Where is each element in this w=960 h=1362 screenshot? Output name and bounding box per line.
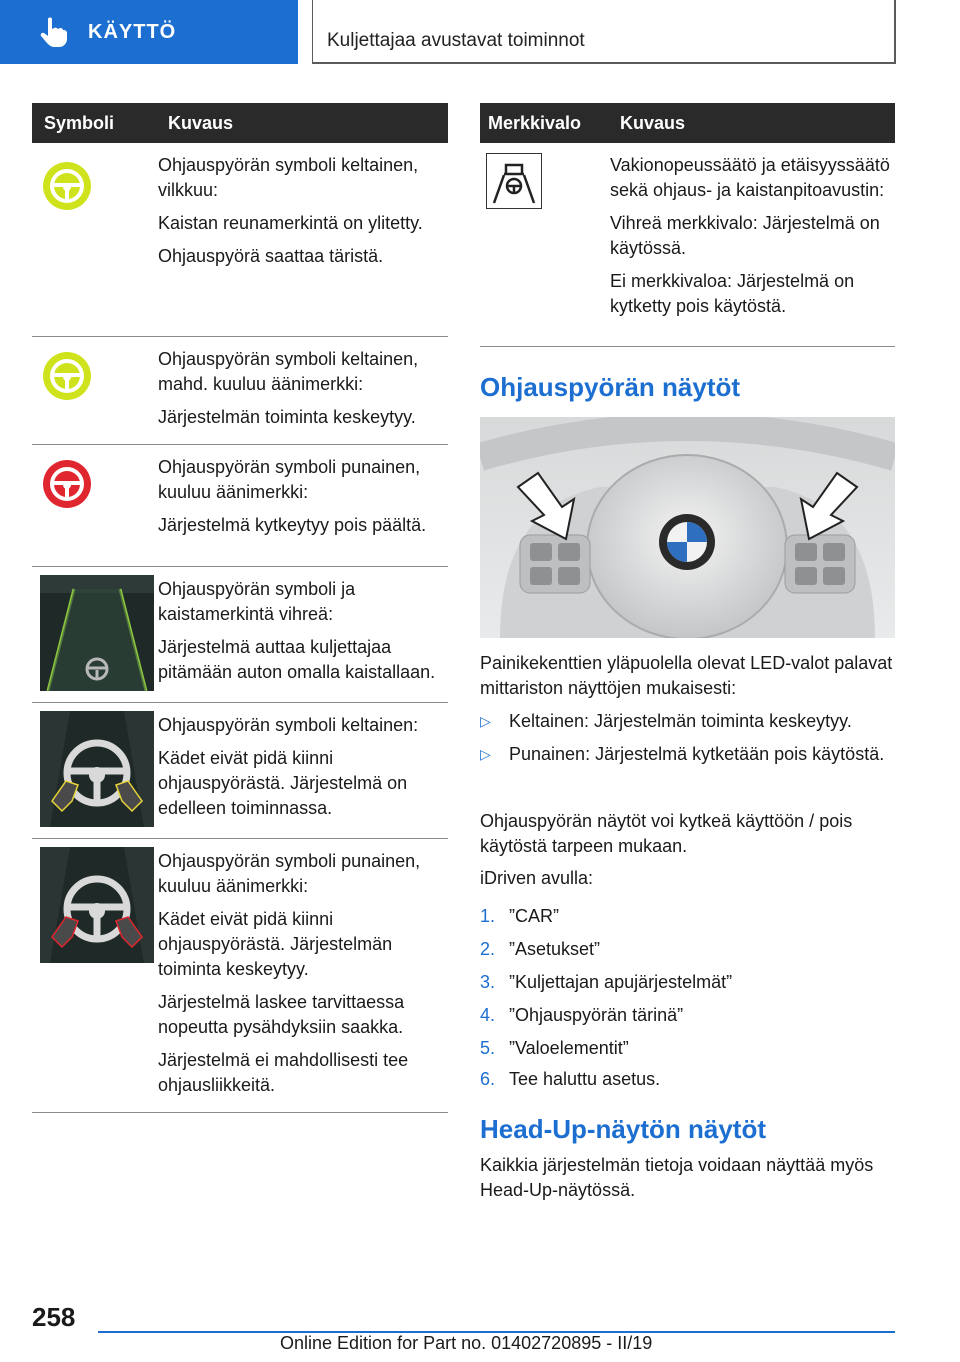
steering-wheel-photo: [480, 417, 895, 638]
table-row: [480, 143, 895, 346]
hand-pointer-icon: [36, 15, 70, 49]
row-text: Järjestelmä auttaa kuljettajaa pitämään auton omalla kaistallaan.: [158, 636, 436, 682]
table-row: [32, 143, 448, 336]
table-row: [32, 702, 448, 838]
row-text: Ohjauspyörän symboli keltainen:: [158, 714, 419, 735]
row-text: Ohjauspyörän symboli keltainen, vilkkuu:: [158, 155, 419, 200]
row-text: Ohjauspyörän symboli punainen, kuuluu äänimerkki:: [158, 850, 421, 896]
row-text: Järjestelmän toiminta keskeytyy.: [158, 406, 416, 427]
row-text: Kädet eivät pidä kiinni ohjauspyörästä. Järjestelmä on edelleen toiminnassa.: [158, 747, 408, 818]
row-text: Ohjauspyörän symboli keltainen, mahd. kuuluu äänimerkki:: [158, 348, 419, 394]
row-text: Vihreä merkkivalo: Järjestelmä on käytössä.: [610, 213, 880, 258]
row-text: Järjestelmä ei mahdollisesti tee ohjausliikkeitä.: [158, 1049, 409, 1095]
triangle-bullet-icon: ▷: [480, 746, 491, 762]
col-header-description: Kuvaus: [608, 103, 895, 143]
row-text: Kaistan reunamerkintä on ylitetty.: [158, 213, 423, 233]
section-title: KÄYTTÖ: [88, 20, 177, 43]
chapter-header: [312, 0, 896, 64]
section-intro: Painikekenttien yläpuolella olevat LED-valot palavat mittariston näyttöjen mukaisesti:: [480, 653, 893, 698]
section-heading: Head-Up-näytön näytöt: [480, 1114, 766, 1144]
steering-wheel-yellow-icon: [42, 161, 92, 211]
footer-edition: Online Edition for Part no. 01402720895 - II/19: [280, 1333, 653, 1353]
page-number: 258: [32, 1302, 76, 1332]
row-text: Ohjauspyörä saattaa täristä.: [158, 246, 384, 266]
steering-wheel-yellow-icon: [42, 351, 92, 401]
col-header-symbol: Symboli: [32, 103, 156, 143]
paragraph: Kaikkia järjestelmän tietoja voidaan näyttää myös Head-Up-näytössä.: [480, 1155, 874, 1200]
table-row: [32, 838, 448, 1112]
symbol-table: [32, 103, 448, 1113]
row-text: Ei merkkivaloa: Järjestelmä on kytketty pois käytöstä.: [610, 271, 855, 316]
indicator-table: [480, 103, 895, 347]
table-row: [32, 336, 448, 444]
row-text: Vakionopeussäätö ja etäisyyssäätö sekä ohjaus- ja kaistanpitoavustin:: [610, 155, 890, 200]
hands-off-wheel-yellow-icon: [40, 711, 154, 827]
triangle-bullet-icon: ▷: [480, 713, 491, 729]
col-header-description: Kuvaus: [156, 103, 448, 143]
row-text: Ohjauspyörän symboli punainen, kuuluu äänimerkki:: [158, 456, 421, 502]
table-row: [32, 566, 448, 702]
row-text: Järjestelmä kytkeytyy pois päältä.: [158, 514, 427, 535]
row-text: Kädet eivät pidä kiinni ohjauspyörästä. Järjestelmän toiminta keskeytyy.: [158, 908, 393, 979]
table-row: [32, 444, 448, 566]
paragraph: Ohjauspyörän näytöt voi kytkeä käyttöön / pois käytöstä tarpeen mukaan.: [480, 811, 853, 856]
col-header-indicator: Merkkivalo: [480, 103, 608, 143]
row-text: Järjestelmä laskee tarvittaessa nopeutta pysähdyksiin saakka.: [158, 991, 405, 1037]
lane-steering-green-icon: [40, 575, 154, 691]
hands-off-wheel-red-icon: [40, 847, 154, 963]
steering-wheel-red-icon: [42, 459, 92, 509]
chapter-title: Kuljettajaa avustavat toiminnot: [327, 30, 585, 51]
paragraph: iDriven avulla:: [480, 868, 594, 888]
row-text: Ohjauspyörän symboli ja kaistamerkintä vihreä:: [158, 578, 356, 624]
section-heading: Ohjauspyörän näytöt: [480, 372, 741, 402]
cruise-lane-assist-icon: [486, 153, 542, 209]
section-tab: [0, 0, 298, 64]
